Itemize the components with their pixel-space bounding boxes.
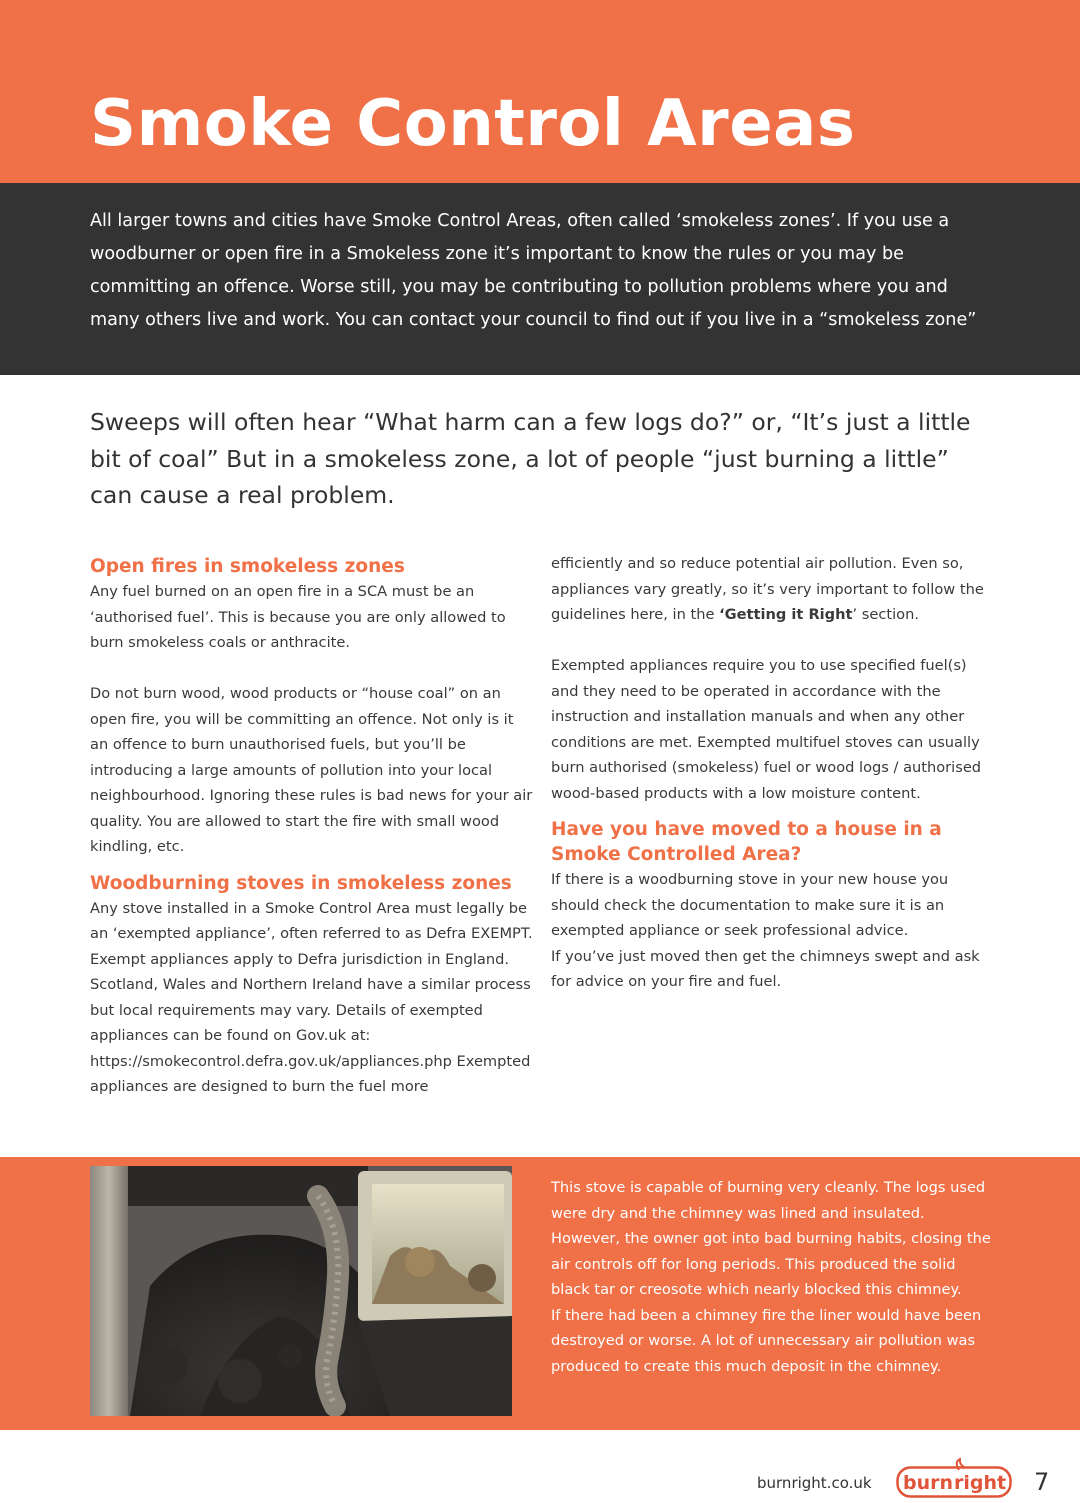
photo-caption (551, 1175, 991, 1379)
chimney-deposit-photo (90, 1166, 512, 1416)
website-link[interactable]: burnright.co.uk (757, 1474, 872, 1492)
woodburning-p2-start: efficiently and so reduce potential air pollution. Even so, appliances vary greatly, so it’s very important to follow the guidelines here, in the (551, 555, 984, 623)
page-title: Smoke Control Areas (90, 87, 856, 161)
logo-text-burn: burn (903, 1472, 954, 1494)
intro-text: All larger towns and cities have Smoke Control Areas, often called ‘smokeless zones’. If you use a woodburner or open fire in a Smokeless zone it’s important to know the rules or you may be committing an offence. Worse still, you may be contributing to pollution problems where you and many others live and work. You can contact your council to find out if you live in a “smokeless zone” (90, 211, 977, 330)
image-banner (0, 1157, 1080, 1430)
intro-band (0, 183, 1080, 375)
caption-paragraph-1: This stove is capable of burning very cleanly. The logs used were dry and the chimney was lined and insulated. However, the owner got into bad burning habits, closing the air controls off for long periods. This produced the solid black tar or creosote which nearly blocked this chimney. (551, 1179, 991, 1298)
woodburning-paragraph-2 (551, 551, 991, 628)
lead-paragraph: Sweeps will often hear “What harm can a few logs do?” or, “It’s just a little bit of coal” But in a smokeless zone, a lot of people “just burning a little” can cause a real problem. (90, 408, 971, 509)
woodburning-p2-end: ’ section. (852, 606, 919, 623)
heading-moved: Have you have moved to a house in a Smoke Controlled Area? (551, 819, 942, 865)
moved-paragraph-2: If you’ve just moved then get the chimneys swept and ask for advice on your fire and fuel. (551, 947, 980, 990)
page-number: 7 (1034, 1468, 1050, 1496)
moved-paragraph-1: If there is a woodburning stove in your new house you should check the documentation to make sure it is an exempted appliance or seek professional advice. (551, 871, 949, 939)
caption-paragraph-2: If there had been a chimney fire the liner would have been destroyed or worse. A lot of unnecessary air pollution was produced to create this much deposit in the chimney. (551, 1306, 982, 1375)
heading-woodburning: Woodburning stoves in smokeless zones (90, 872, 512, 894)
open-fires-paragraph-1: Any fuel burned on an open fire in a SCA must be an ‘authorised fuel’. This is because you are only allowed to burn smokeless coals or anthracite. (90, 583, 506, 651)
left-column (90, 554, 535, 1100)
woodburning-paragraph-3: Exempted appliances require you to use specified fuel(s) and they need to be operated in accordance with the instruction and installation manuals and when any other conditions are met. Exempted multifuel stoves can usually burn authorised (smokeless) fuel or wood logs / authorised wood-based products with a low moisture content. (551, 657, 982, 802)
header-band (0, 0, 1080, 183)
getting-it-right-label: ‘Getting it Right (719, 606, 853, 623)
logo-text-right: right (954, 1472, 1007, 1494)
open-fires-paragraph-2: Do not burn wood, wood products or “house coal” on an open fire, you will be committing an offence. Not only is it an offence to burn unauthorised fuels, but you’ll be introducing a large amounts of pollution into your local neighbourhood. Ignoring these rules is bad news for your air quality. You are allowed to start the fire with small wood kindling, etc. (90, 685, 533, 855)
heading-open-fires: Open fires in smokeless zones (90, 556, 405, 577)
right-column (551, 551, 991, 995)
burnright-logo (896, 1458, 1012, 1500)
woodburning-paragraph-1: Any stove installed in a Smoke Control Area must legally be an ‘exempted appliance’, often referred to as Defra EXEMPT. Exempt appliances apply to Defra jurisdiction in England. Scotland, Wales and Northern Ireland have a similar process but local requirements may vary. Details of exempted appliances can be found on Gov.uk at: https://smokecontrol.defra.gov.uk/appliances.php Exempted appliances are designed to burn the fuel more (90, 899, 533, 1095)
